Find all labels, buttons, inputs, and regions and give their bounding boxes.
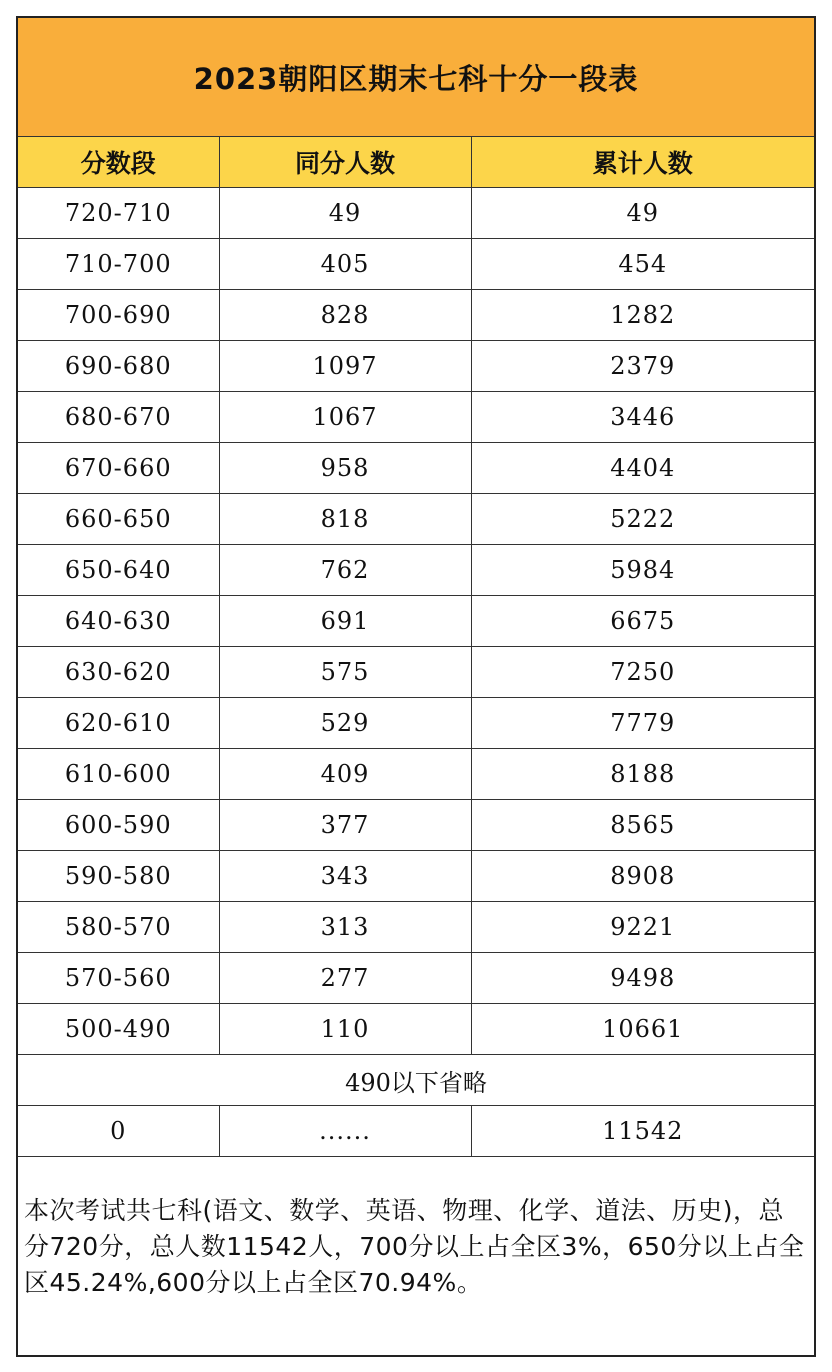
table-row	[18, 698, 814, 749]
table-row	[18, 749, 814, 800]
title-row	[18, 18, 814, 137]
table-row	[18, 800, 814, 851]
score-range-cell: 700-690	[18, 290, 219, 341]
score-range-cell: 620-610	[18, 698, 219, 749]
same-score-count-cell: 377	[219, 800, 471, 851]
score-range-cell: 650-640	[18, 545, 219, 596]
same-score-count-cell: 958	[219, 443, 471, 494]
cumulative-count-cell: 3446	[471, 392, 814, 443]
table-row	[18, 545, 814, 596]
score-range-cell: 500-490	[18, 1004, 219, 1055]
score-range-cell: 610-600	[18, 749, 219, 800]
same-score-count-cell: 828	[219, 290, 471, 341]
table-row	[18, 443, 814, 494]
score-range-cell: 710-700	[18, 239, 219, 290]
cumulative-count-cell: 8908	[471, 851, 814, 902]
same-score-count-cell: 409	[219, 749, 471, 800]
cumulative-count-cell: 1282	[471, 290, 814, 341]
same-score-count-cell: 529	[219, 698, 471, 749]
cumulative-count-cell: 9498	[471, 953, 814, 1004]
table-row	[18, 647, 814, 698]
same-score-count-cell: 313	[219, 902, 471, 953]
cumulative-count-cell: 49	[471, 188, 814, 239]
table-row	[18, 596, 814, 647]
column-header-cumulative-count: 累计人数	[471, 137, 814, 188]
same-score-count-cell: 405	[219, 239, 471, 290]
score-range-cell: 680-670	[18, 392, 219, 443]
cumulative-count-cell: 8188	[471, 749, 814, 800]
score-range-cell: 720-710	[18, 188, 219, 239]
score-range-cell: 0	[18, 1106, 219, 1157]
cumulative-count-cell: 11542	[471, 1106, 814, 1157]
table-row	[18, 392, 814, 443]
cumulative-count-cell: 9221	[471, 902, 814, 953]
same-score-count-cell: 1067	[219, 392, 471, 443]
score-range-cell: 670-660	[18, 443, 219, 494]
score-range-cell: 660-650	[18, 494, 219, 545]
cumulative-count-cell: 7250	[471, 647, 814, 698]
same-score-count-cell: 1097	[219, 341, 471, 392]
table-row	[18, 494, 814, 545]
same-score-count-cell: 343	[219, 851, 471, 902]
cumulative-count-cell: 454	[471, 239, 814, 290]
cumulative-count-cell: 4404	[471, 443, 814, 494]
same-score-count-cell: 818	[219, 494, 471, 545]
same-score-count-cell: 762	[219, 545, 471, 596]
table-row	[18, 902, 814, 953]
score-table	[18, 18, 814, 1157]
omitted-note: 490以下省略	[18, 1055, 814, 1106]
cumulative-count-cell: 7779	[471, 698, 814, 749]
score-range-cell: 570-560	[18, 953, 219, 1004]
table-row-last	[18, 1106, 814, 1157]
score-range-cell: 580-570	[18, 902, 219, 953]
column-header-score-range: 分数段	[18, 137, 219, 188]
same-score-count-cell: 575	[219, 647, 471, 698]
score-range-cell: 600-590	[18, 800, 219, 851]
table-row	[18, 341, 814, 392]
cumulative-count-cell: 5222	[471, 494, 814, 545]
same-score-count-cell: 277	[219, 953, 471, 1004]
score-range-cell: 590-580	[18, 851, 219, 902]
cumulative-count-cell: 8565	[471, 800, 814, 851]
table-row	[18, 1004, 814, 1055]
table-row	[18, 239, 814, 290]
table-row	[18, 290, 814, 341]
cumulative-count-cell: 5984	[471, 545, 814, 596]
table-row	[18, 188, 814, 239]
cumulative-count-cell: 6675	[471, 596, 814, 647]
same-score-count-cell: ......	[219, 1106, 471, 1157]
table-row	[18, 851, 814, 902]
omitted-row	[18, 1055, 814, 1106]
score-range-cell: 630-620	[18, 647, 219, 698]
table-row	[18, 953, 814, 1004]
cumulative-count-cell: 10661	[471, 1004, 814, 1055]
column-header-same-score-count: 同分人数	[219, 137, 471, 188]
summary-note: 本次考试共七科(语文、数学、英语、物理、化学、道法、历史)，总分720分，总人数11542人，700分以上占全区3%，650分以上占全区45.24%,600分以上占全区70.94%。	[24, 1196, 805, 1297]
same-score-count-cell: 49	[219, 188, 471, 239]
score-table-sheet	[16, 16, 816, 1357]
same-score-count-cell: 110	[219, 1004, 471, 1055]
page-title: 2023朝阳区期末七科十分一段表	[18, 18, 814, 137]
same-score-count-cell: 691	[219, 596, 471, 647]
score-range-cell: 640-630	[18, 596, 219, 647]
score-range-cell: 690-680	[18, 341, 219, 392]
header-row	[18, 137, 814, 188]
cumulative-count-cell: 2379	[471, 341, 814, 392]
